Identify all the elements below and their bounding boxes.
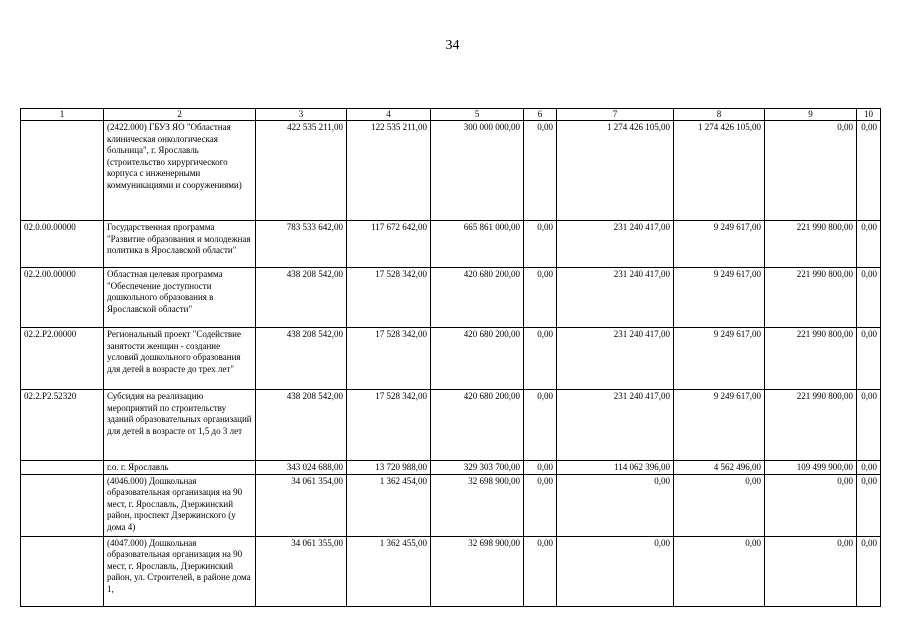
row-value: 1 274 426 105,00: [674, 121, 765, 221]
row-value: 32 698 900,00: [431, 474, 524, 536]
row-value: 783 533 642,00: [256, 221, 347, 268]
row-value: 231 240 417,00: [557, 221, 674, 268]
row-value: 9 249 617,00: [674, 268, 765, 328]
row-value: 221 990 800,00: [765, 328, 857, 390]
row-value: 300 000 000,00: [431, 121, 524, 221]
row-value: 438 208 542,00: [256, 328, 347, 390]
row-code: [21, 461, 104, 475]
row-value: 438 208 542,00: [256, 390, 347, 461]
row-value: 231 240 417,00: [557, 268, 674, 328]
row-value: 4 562 496,00: [674, 461, 765, 475]
row-value: 0,00: [524, 461, 557, 475]
row-code: 02.2.P2.00000: [21, 328, 104, 390]
row-code: [21, 474, 104, 536]
row-value: 231 240 417,00: [557, 328, 674, 390]
row-value: 420 680 200,00: [431, 390, 524, 461]
table-row: [21, 474, 881, 536]
row-value: 0,00: [524, 474, 557, 536]
header-row: [21, 109, 881, 121]
row-value: 0,00: [765, 474, 857, 536]
row-value: 221 990 800,00: [765, 268, 857, 328]
column-header: 9: [765, 109, 857, 121]
row-value: 1 274 426 105,00: [557, 121, 674, 221]
row-value: 122 535 211,00: [347, 121, 431, 221]
row-value: 109 499 900,00: [765, 461, 857, 475]
row-value: 34 061 355,00: [256, 536, 347, 606]
row-value: 17 528 342,00: [347, 328, 431, 390]
row-value: 343 024 688,00: [256, 461, 347, 475]
table-row: [21, 461, 881, 475]
row-name: Региональный проект "Содействие занятости женщин - создание условий дошкольного образования для детей в возрасте до трех лет": [104, 328, 256, 390]
column-header: 5: [431, 109, 524, 121]
row-value: 0,00: [524, 536, 557, 606]
row-value: 0,00: [857, 328, 881, 390]
row-value: 221 990 800,00: [765, 390, 857, 461]
row-name: Областная целевая программа "Обеспечение доступности дошкольного образования в Ярославской области": [104, 268, 256, 328]
row-value: 0,00: [765, 121, 857, 221]
column-header: 3: [256, 109, 347, 121]
row-code: 02.2.P2.52320: [21, 390, 104, 461]
row-value: 0,00: [674, 474, 765, 536]
row-code: [21, 536, 104, 606]
column-header: 8: [674, 109, 765, 121]
row-value: 0,00: [857, 268, 881, 328]
row-value: 1 362 454,00: [347, 474, 431, 536]
row-value: 0,00: [524, 390, 557, 461]
page-number: 34: [445, 38, 460, 53]
table-row: [21, 121, 881, 221]
row-value: 422 535 211,00: [256, 121, 347, 221]
row-value: 0,00: [857, 121, 881, 221]
column-header: 4: [347, 109, 431, 121]
column-header: 7: [557, 109, 674, 121]
row-name: г.о. г. Ярославль: [104, 461, 256, 475]
row-code: 02.0.00.00000: [21, 221, 104, 268]
row-value: 17 528 342,00: [347, 390, 431, 461]
row-value: 34 061 354,00: [256, 474, 347, 536]
row-value: 329 303 700,00: [431, 461, 524, 475]
budget-table: [20, 108, 881, 607]
row-value: 13 720 988,00: [347, 461, 431, 475]
row-value: 0,00: [557, 474, 674, 536]
row-code: [21, 121, 104, 221]
row-value: 665 861 000,00: [431, 221, 524, 268]
row-value: 231 240 417,00: [557, 390, 674, 461]
row-value: 0,00: [857, 461, 881, 475]
row-value: 0,00: [524, 268, 557, 328]
row-name: (2422.000) ГБУЗ ЯО "Областная клиническая онкологическая больница", г. Ярославль (строительство хирургического корпуса с инженерными коммуникациями и сооружениями): [104, 121, 256, 221]
column-header: 1: [21, 109, 104, 121]
row-code: 02.2.00.00000: [21, 268, 104, 328]
row-name: Государственная программа "Развитие образования и молодежная политика в Ярославской области": [104, 221, 256, 268]
row-value: 0,00: [524, 328, 557, 390]
row-name: (4047.000) Дошкольная образовательная организация на 90 мест, г. Ярославль, Дзержинский район, ул. Строителей, в районе дома 1,: [104, 536, 256, 606]
row-value: 0,00: [857, 390, 881, 461]
row-name: Субсидия на реализацию мероприятий по строительству зданий образовательных организаций для детей в возрасте от 1,5 до 3 лет: [104, 390, 256, 461]
row-value: 17 528 342,00: [347, 268, 431, 328]
row-value: 0,00: [524, 221, 557, 268]
column-header: 2: [104, 109, 256, 121]
row-value: 0,00: [674, 536, 765, 606]
row-name: (4046.000) Дошкольная образовательная организация на 90 мест, г. Ярославль, Дзержинский район, проспект Дзержинского (у дома 4): [104, 474, 256, 536]
table-row: [21, 536, 881, 606]
row-value: 0,00: [857, 536, 881, 606]
column-header: 6: [524, 109, 557, 121]
row-value: 0,00: [765, 536, 857, 606]
row-value: 438 208 542,00: [256, 268, 347, 328]
row-value: 420 680 200,00: [431, 268, 524, 328]
row-value: 221 990 800,00: [765, 221, 857, 268]
table-row: [21, 221, 881, 268]
row-value: 420 680 200,00: [431, 328, 524, 390]
table-row: [21, 390, 881, 461]
row-value: 9 249 617,00: [674, 221, 765, 268]
table-row: [21, 268, 881, 328]
row-value: 9 249 617,00: [674, 328, 765, 390]
column-header: 10: [857, 109, 881, 121]
row-value: 1 362 455,00: [347, 536, 431, 606]
row-value: 9 249 617,00: [674, 390, 765, 461]
row-value: 0,00: [524, 121, 557, 221]
row-value: 0,00: [557, 536, 674, 606]
table-row: [21, 328, 881, 390]
row-value: 0,00: [857, 221, 881, 268]
row-value: 0,00: [857, 474, 881, 536]
row-value: 117 672 642,00: [347, 221, 431, 268]
row-value: 32 698 900,00: [431, 536, 524, 606]
row-value: 114 062 396,00: [557, 461, 674, 475]
